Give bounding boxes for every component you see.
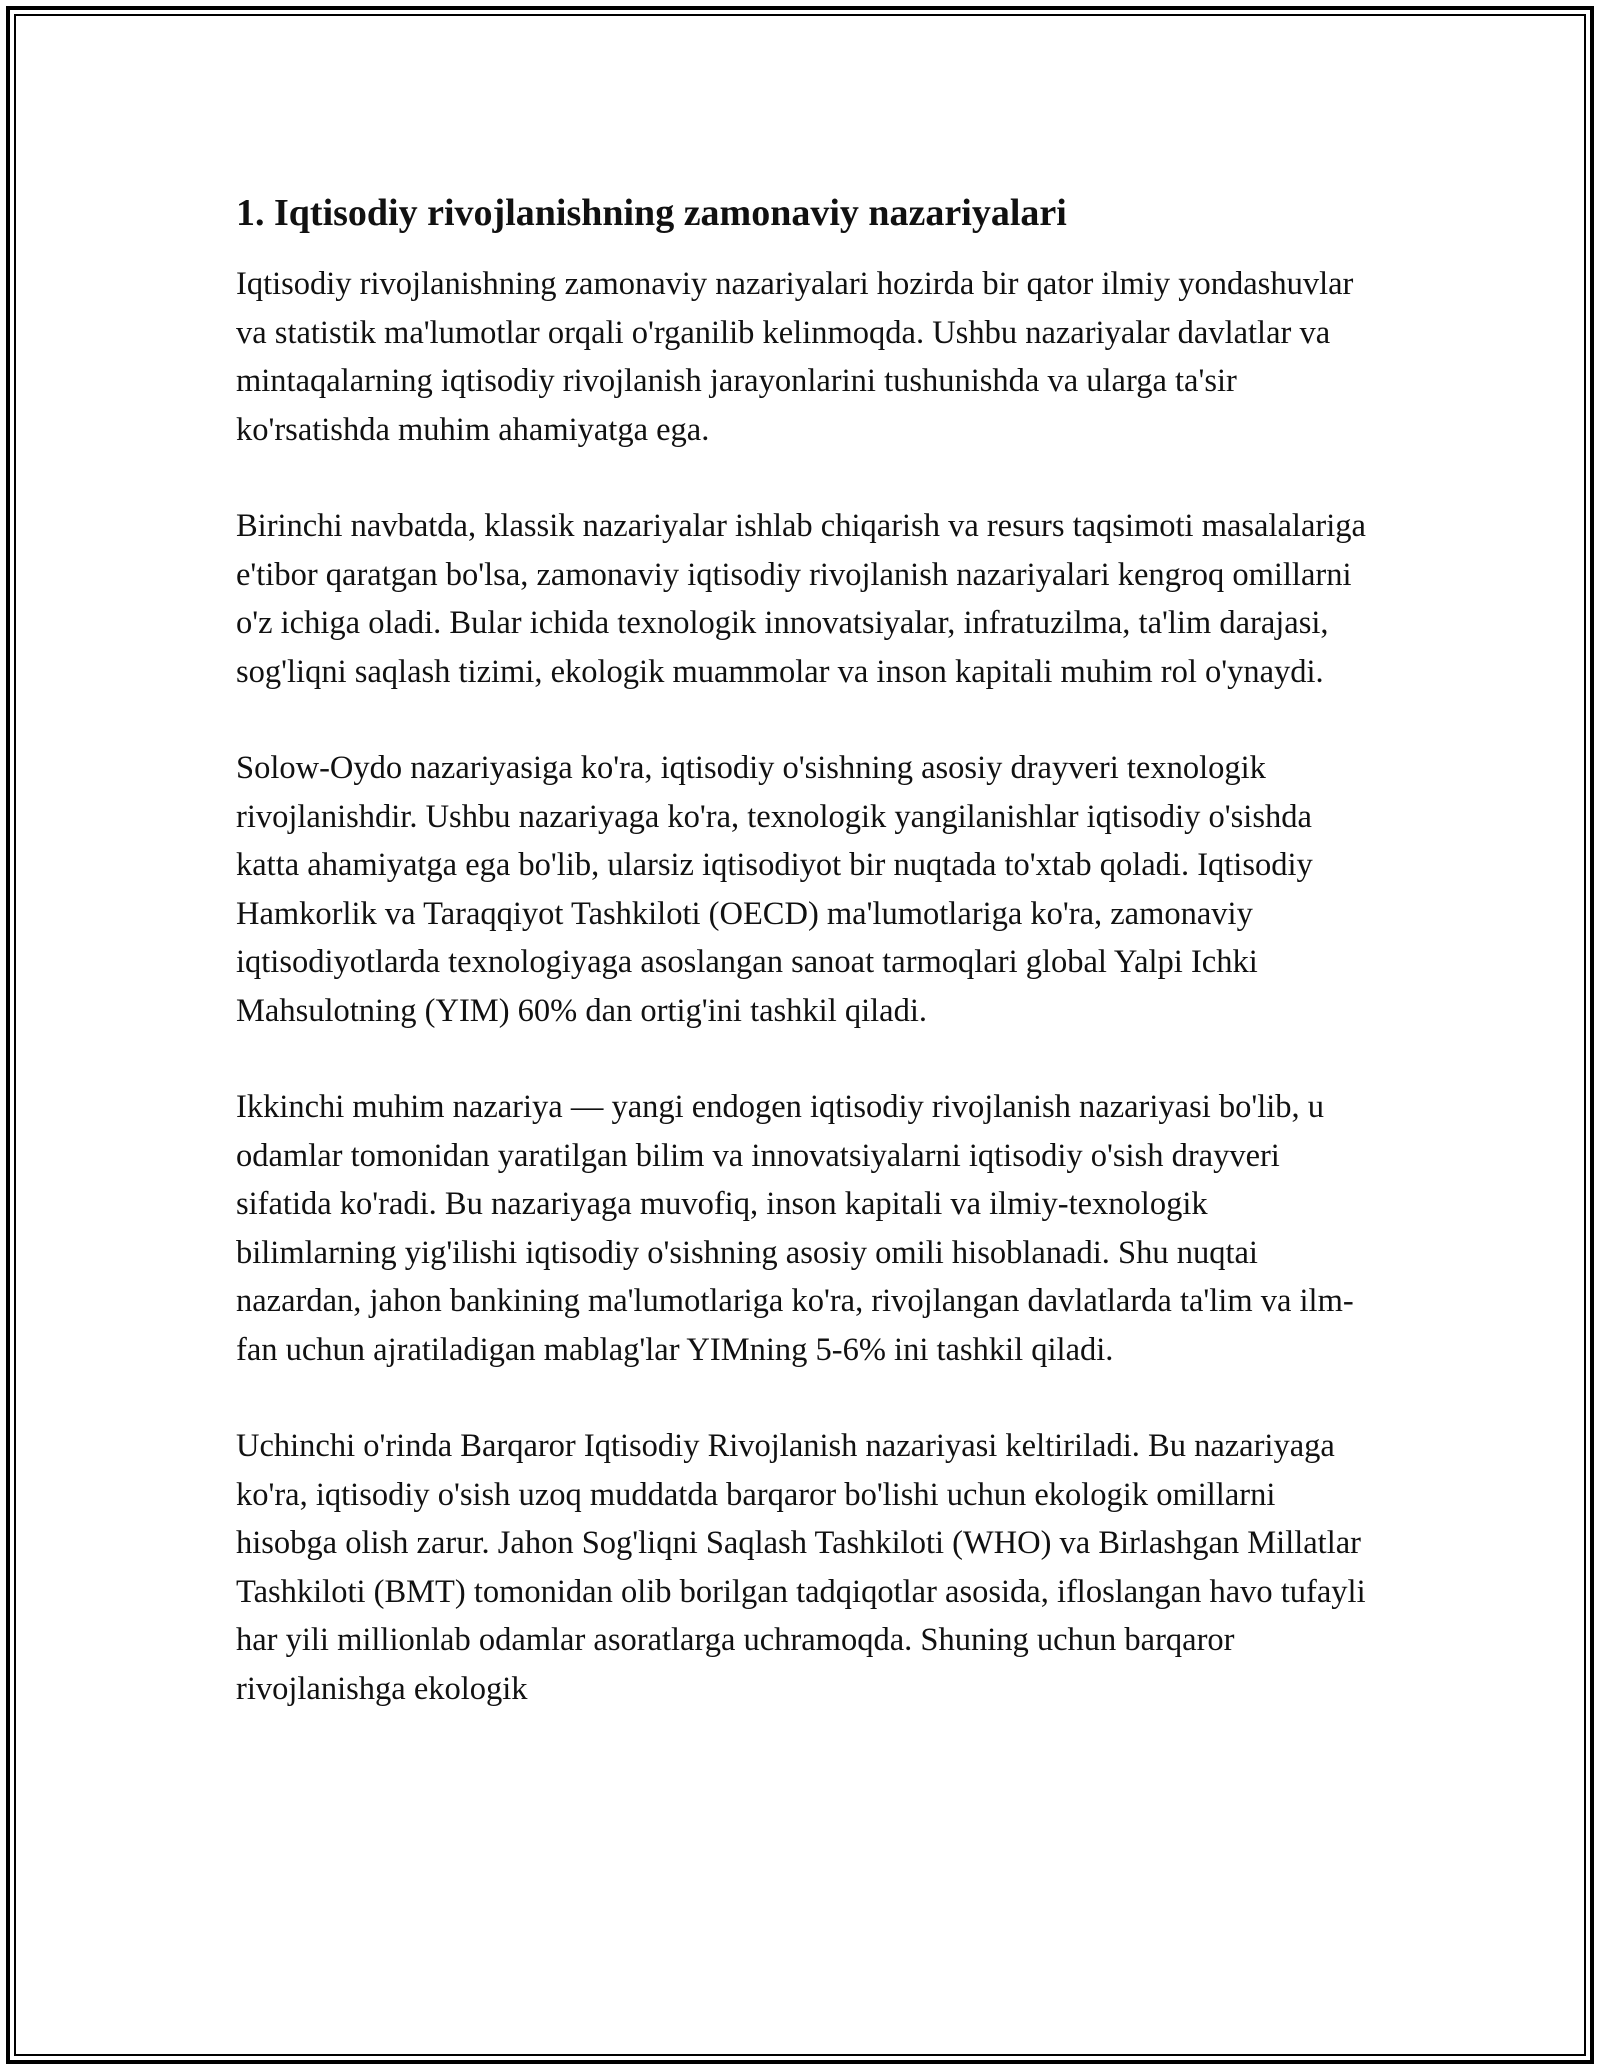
paragraph-endogenous-theory: Ikkinchi muhim nazariya — yangi endogen iqtisodiy rivojlanish nazariyasi bo'lib, u odamlar tomonidan yaratilgan bilim va innovatsiyalarni iqtisodiy o'sish drayveri sifatida ko'radi. Bu nazariyaga muvofiq, inson kapitali va ilmiy-texnologik bilimlarning yig'ilishi iqtisodiy o'sishning asosiy omili hisoblanadi. Shu nuqtai nazardan, jahon bankining ma'lumotlariga ko'ra, rivojlangan davlatlarda ta'lim va ilm-fan uchun ajratiladigan mablag'lar YIMning 5-6% ini tashkil qiladi. xyxy=(236,1089,1354,1368)
paragraph-solow-theory: Solow-Oydo nazariyasiga ko'ra, iqtisodiy o'sishning asosiy drayveri texnologik rivojlanishdir. Ushbu nazariyaga ko'ra, texnologik yangilanishlar iqtisodiy o'sishda katta ahamiyatga ega bo'lib, ularsiz iqtisodiyot bir nuqtada to'xtab qoladi. Iqtisodiy Hamkorlik va Taraqqiyot Tashkiloti (OECD) ma'lumotlariga ko'ra, zamonaviy iqtisodiyotlarda texnologiyaga asoslangan sanoat tarmoqlari global Yalpi Ichki Mahsulotning (YIM) 60% dan ortig'ini tashkil qiladi. xyxy=(236,750,1313,1029)
paragraph-sustainable-theory: Uchinchi o'rinda Barqaror Iqtisodiy Rivojlanish nazariyasi keltiriladi. Bu nazariyaga ko'ra, iqtisodiy o'sish uzoq muddatda barqaror bo'lishi uchun ekologik omillarni hisobga olish zarur. Jahon Sog'liqni Saqlash Tashkiloti (WHO) va Birlashgan Millatlar Tashkiloti (BMT) tomonidan olib borilgan tadqiqotlar asosida, ifloslangan havo tufayli har yili millionlab odamlar asoratlarga uchramoqda. Shuning uchun barqaror rivojlanishga ekologik xyxy=(236,1428,1366,1707)
paragraph-intro: Iqtisodiy rivojlanishning zamonaviy nazariyalari hozirda bir qator ilmiy yondashuvlar va statistik ma'lumotlar orqali o'rganilib kelinmoqda. Ushbu nazariyalar davlatlar va mintaqalarning iqtisodiy rivojlanish jarayonlarini tushunishda va ularga ta'sir ko'rsatishda muhim ahamiyatga ega. xyxy=(236,266,1354,448)
paragraph-classic-vs-modern: Birinchi navbatda, klassik nazariyalar ishlab chiqarish va resurs taqsimoti masalalariga e'tibor qaratgan bo'lsa, zamonaviy iqtisodiy rivojlanish nazariyalari kengroq omillarni o'z ichiga oladi. Bular ichida texnologik innovatsiyalar, infratuzilma, ta'lim darajasi, sog'liqni saqlash tizimi, ekologik muammolar va inson kapitali muhim rol o'ynaydi. xyxy=(236,508,1366,690)
document-body xyxy=(236,188,1376,1761)
section-heading: 1. Iqtisodiy rivojlanishning zamonaviy nazariyalari xyxy=(236,192,1067,234)
